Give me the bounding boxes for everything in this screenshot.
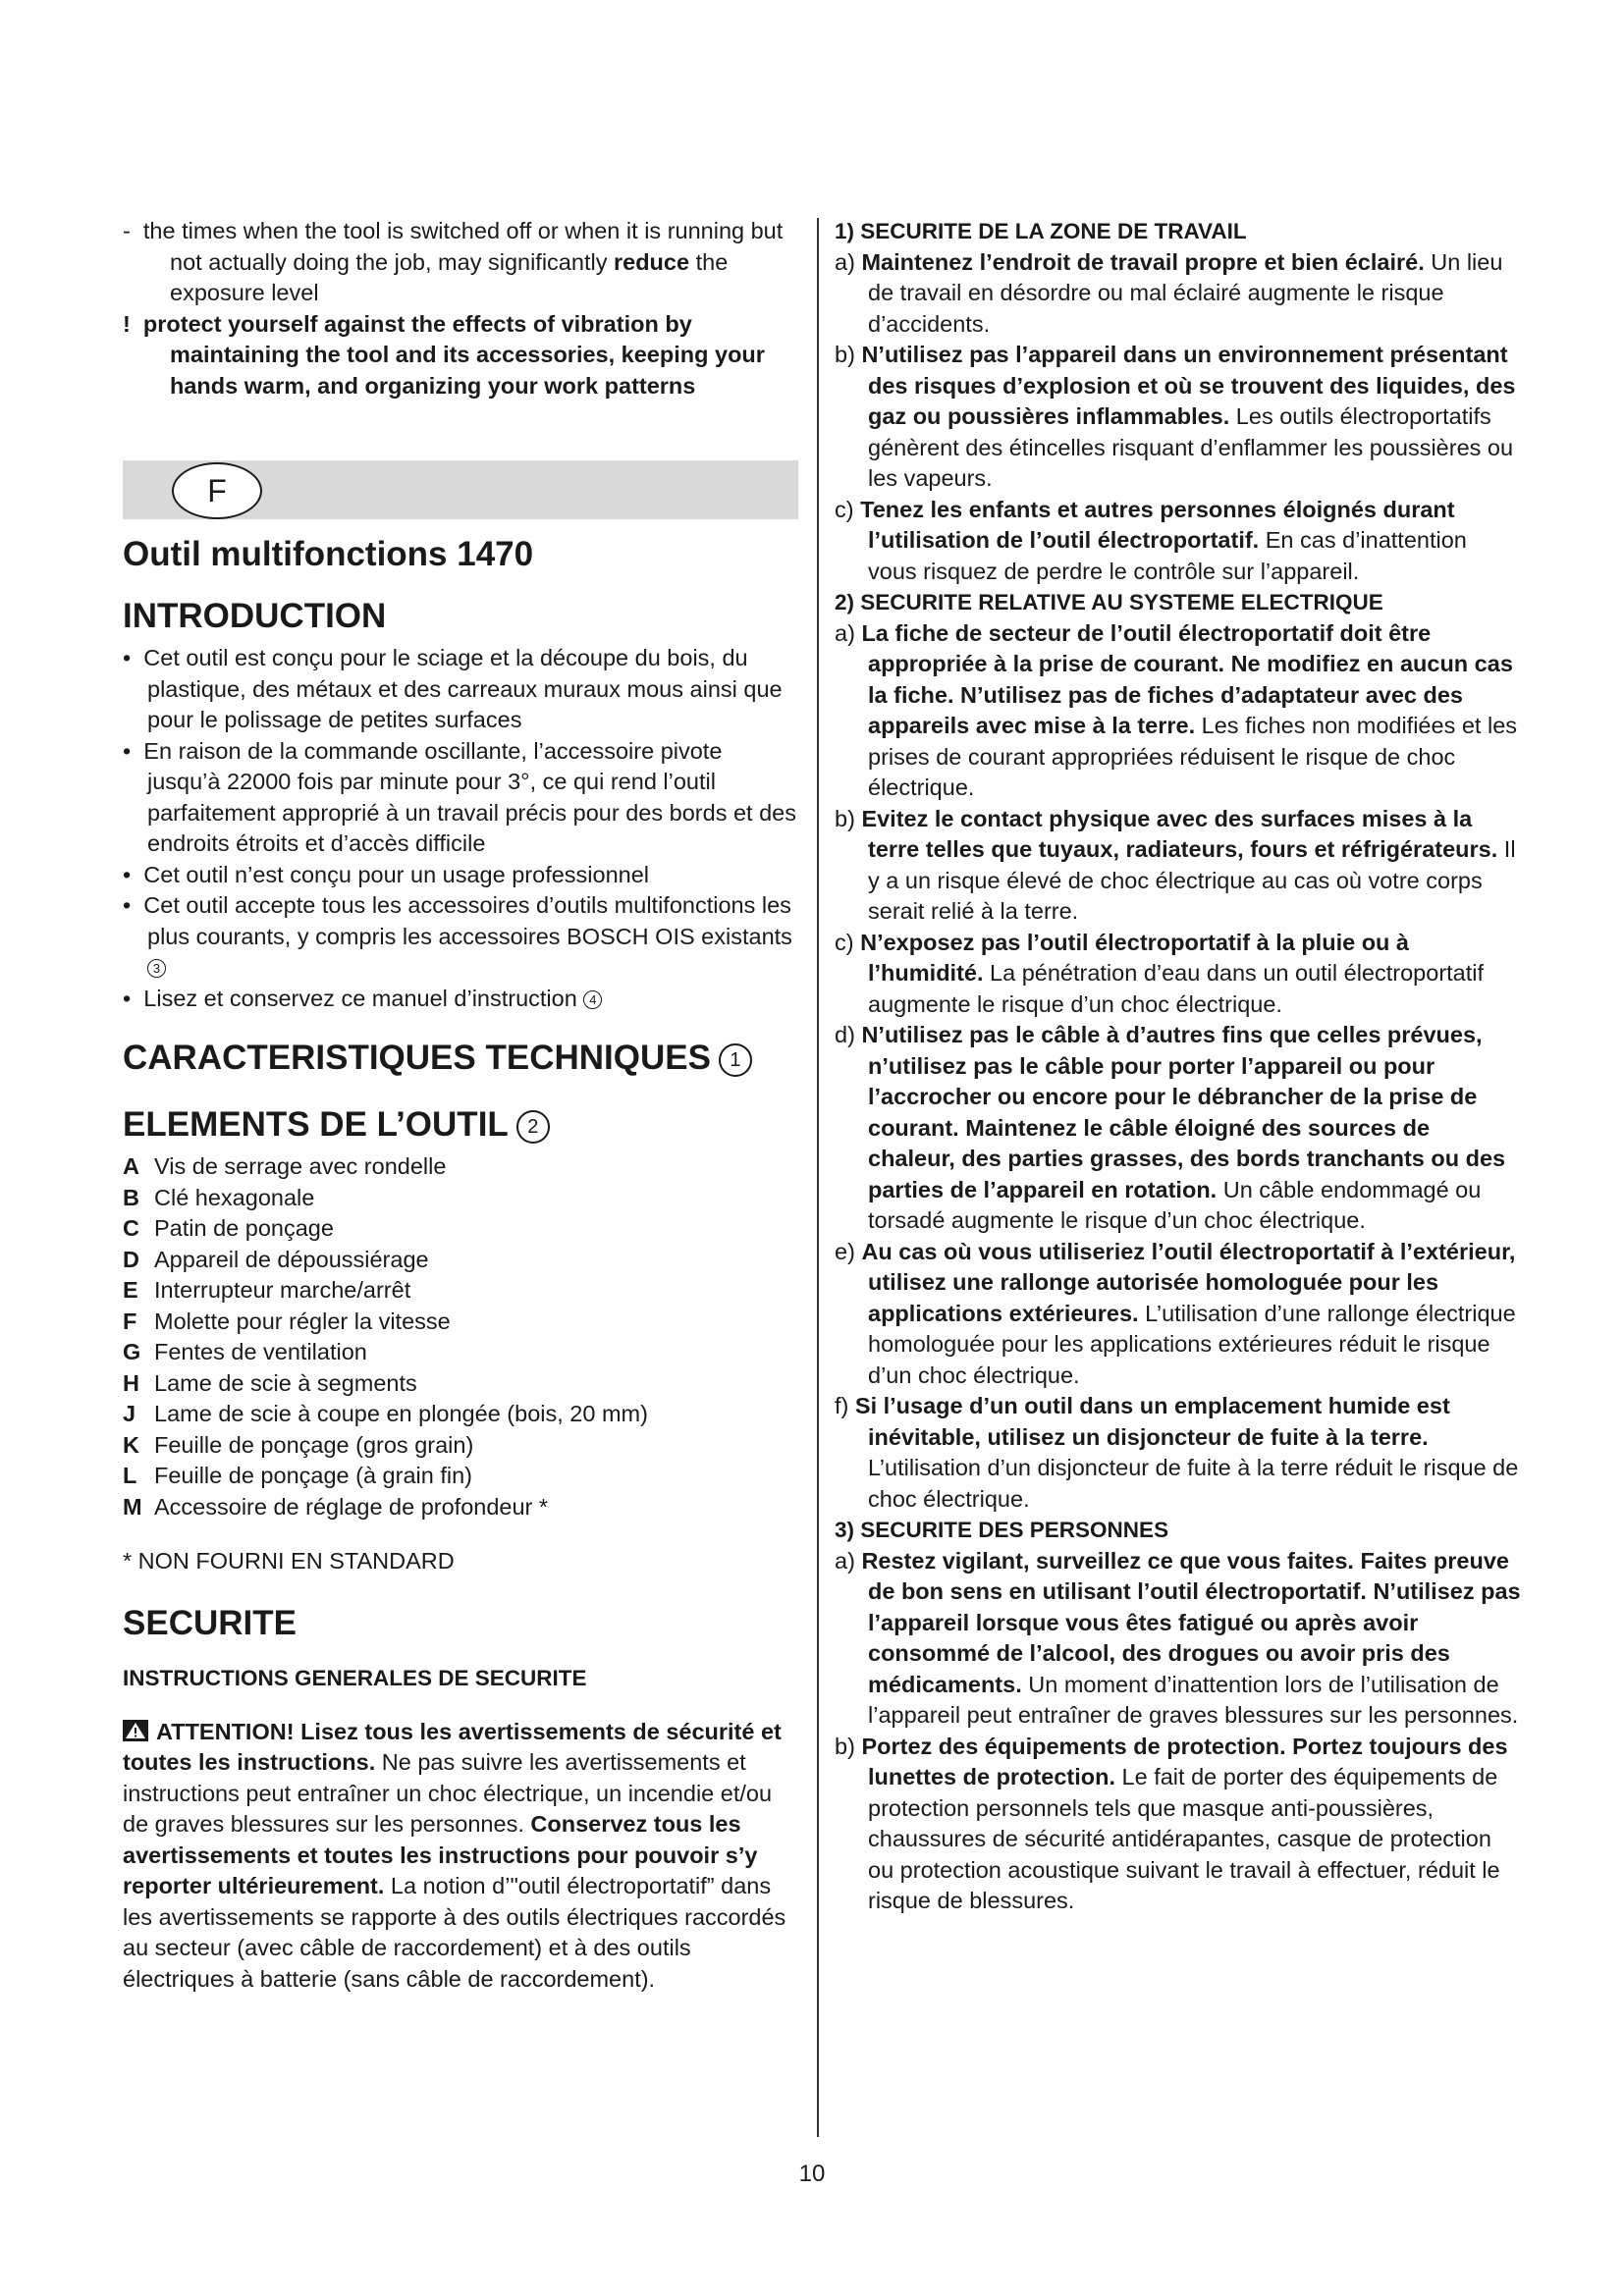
section-heading-electrical: 2) SECURITE RELATIVE AU SYSTEME ELECTRIQUE [835, 590, 1383, 614]
list-item: • Lisez et conservez ce manuel d’instruction 4 [123, 984, 798, 1015]
elements-heading: ELEMENTS DE L’OUTIL 2 [123, 1102, 798, 1148]
part-item: L Feuille de ponçage (à grain fin) [123, 1463, 472, 1488]
figure-ref: 3 [147, 959, 166, 978]
introduction-list [123, 643, 798, 1014]
part-item: D Appareil de dépoussiérage [123, 1246, 429, 1272]
safety-item: b) N’utilisez pas l’appareil dans un environnement présentant des risques d’explosion et où se trouvent des liquides, des gaz ou poussières inflammables. Les outils électroportatifs génèrent des étincelles risquant d’enflammer les poussières ou les vapeurs. [835, 342, 1516, 491]
language-banner [123, 460, 798, 519]
parts-list [123, 1151, 798, 1522]
attention-paragraph: ATTENTION! Lisez tous les avertissements de sécurité et toutes les instructions. Ne pas suivre les avertissements et instructions peut entraîner un choc électrique, un incendie et/ou de graves blessures sur les personnes. Conservez tous les avertissements et toutes les instructions pour pouvoir s’y reporter ultérieurement. La notion d’"outil électroportatif” dans les avertissements se rapporte à des outils électriques raccordés au secteur (avec câble de raccordement) et à des outils électriques à batterie (sans câble de raccordement). [123, 1718, 786, 1992]
figure-ref: 4 [583, 990, 602, 1009]
list-item: • En raison de la commande oscillante, l’accessoire pivote jusqu’à 22000 fois par minute pour 3°, ce qui rend l’outil parfaitement approprié à un travail précis pour des bords et des endroits étroits et d’accès difficile [123, 737, 796, 856]
list-item: • Cet outil n’est conçu pour un usage professionnel [123, 861, 650, 887]
safety-item: b) Portez des équipements de protection. Portez toujours des lunettes de protection. Le fait de porter des équipements de protection personnels tels que masque anti-poussières, chaussures de sécurité antidérapantes, casque de protection ou protection acoustique suivant le travail à effectuer, réduit le risque de blessures. [835, 1733, 1508, 1913]
warning-icon [123, 1720, 148, 1741]
product-title: Outil multifonctions 1470 [123, 535, 534, 573]
safety-item: e) Au cas où vous utiliseriez l’outil électroportatif à l’extérieur, utilisez une rallonge autorisée homologuée pour les applications extérieures. L’utilisation d’une rallonge électrique homologuée pour les applications extérieures réduit le risque d’un choc électrique. [835, 1238, 1516, 1388]
safety-item: a) La fiche de secteur de l’outil électroportatif doit être appropriée à la prise de courant. Ne modifiez en aucun cas la fiche. N’utilisez pas de fiches d’adaptateur avec des appareils avec mise à la terre. Les fiches non modifiées et les prises de courant appropriées réduisent le risque de choc électrique. [835, 619, 1518, 800]
figure-ref: 1 [719, 1043, 752, 1077]
intro-bullet-protect: ! protect yourself against the effects of vibration by maintaining the tool and its accessories, keeping your hands warm, and organizing your work patterns [123, 310, 765, 399]
safety-item: c) Tenez les enfants et autres personnes éloignés durant l’utilisation de l’outil électroportatif. En cas d’inattention vous risquez de perdre le contrôle sur l’appareil. [835, 496, 1467, 584]
part-item: H Lame de scie à segments [123, 1369, 417, 1396]
right-column [835, 216, 1522, 1917]
list-item: • Cet outil accepte tous les accessoires d’outils multifonctions les plus courants, y compris les accessoires BOSCH OIS existants 3 [123, 892, 792, 977]
safety-item: b) Evitez le contact physique avec des surfaces mises à la terre telles que tuyaux, radiateurs, fours et réfrigérateurs. Il y a un risque élevé de choc électrique au cas où votre corps serait relié à la terre. [835, 805, 1516, 924]
part-item: G Fentes de ventilation [123, 1339, 367, 1364]
safety-item: a) Maintenez l’endroit de travail propre et bien éclairé. Un lieu de travail en désordre ou mal éclairé augmente le risque d’accidents. [835, 248, 1503, 337]
part-item: K Feuille de ponçage (gros grain) [123, 1431, 474, 1458]
intro-bullet-times: - the times when the tool is switched off or when it is running but not actually doing the job, may significantly reduce the exposure level [123, 218, 784, 305]
securite-subheading: INSTRUCTIONS GENERALES DE SECURITE [123, 1665, 587, 1690]
caracteristiques-heading: CARACTERISTIQUES TECHNIQUES 1 [123, 1036, 798, 1081]
safety-item: d) N’utilisez pas le câble à d’autres fins que celles prévues, n’utilisez pas le câble pour porter l’appareil ou pour l’accrocher ou encore pour le débrancher de la prise de courant. Maintenez le câble éloigné des sources de chaleur, des parties grasses, des bords tranchants ou des parties de l’appareil en rotation. Un câble endommagé ou torsadé augmente le risque d’un choc électrique. [835, 1022, 1506, 1233]
left-column [123, 216, 798, 1995]
section-heading-personal: 3) SECURITE DES PERSONNES [835, 1518, 1169, 1542]
page-number: 10 [798, 2161, 826, 2187]
safety-item: c) N’exposez pas l’outil électroportatif à la pluie ou à l’humidité. La pénétration d’eau dans un outil électroportatif augmente le risque d’un choc électrique. [835, 929, 1485, 1017]
footnote: * NON FOURNI EN STANDARD [123, 1548, 455, 1574]
part-item: A Vis de serrage avec rondelle [123, 1153, 447, 1179]
part-item: M Accessoire de réglage de profondeur * [123, 1493, 549, 1520]
securite-heading: SECURITE [123, 1603, 297, 1642]
safety-item: a) Restez vigilant, surveillez ce que vous faites. Faites preuve de bon sens en utilisant l’outil électroportatif. N’utilisez pas l’appareil lorsque vous êtes fatigué ou après avoir consommé de l’alcool, des drogues ou avoir pris des médicaments. Un moment d’inattention lors de l’utilisation de l’appareil peut entraîner de graves blessures sur les personnes. [835, 1547, 1521, 1728]
column-divider [817, 218, 819, 2137]
part-item: J Lame de scie à coupe en plongée (bois, 20 mm) [123, 1401, 648, 1426]
part-item: F Molette pour régler la vitesse [123, 1308, 451, 1334]
language-badge: F [172, 462, 262, 519]
section-heading-work-area: 1) SECURITE DE LA ZONE DE TRAVAIL [835, 219, 1247, 243]
part-item: B Clé hexagonale [123, 1184, 315, 1210]
introduction-heading: INTRODUCTION [123, 597, 387, 635]
safety-item: f) Si l’usage d’un outil dans un emplacement humide est inévitable, utilisez un disjoncteur de fuite à la terre. L’utilisation d’un disjoncteur de fuite à la terre réduit le risque de choc électrique. [835, 1393, 1519, 1512]
part-item: E Interrupteur marche/arrêt [123, 1277, 411, 1303]
figure-ref: 2 [516, 1110, 550, 1144]
list-item: • Cet outil est conçu pour le sciage et la découpe du bois, du plastique, des métaux et des carreaux muraux mous ainsi que pour le polissage de petites surfaces [123, 645, 783, 732]
part-item: C Patin de ponçage [123, 1215, 334, 1241]
